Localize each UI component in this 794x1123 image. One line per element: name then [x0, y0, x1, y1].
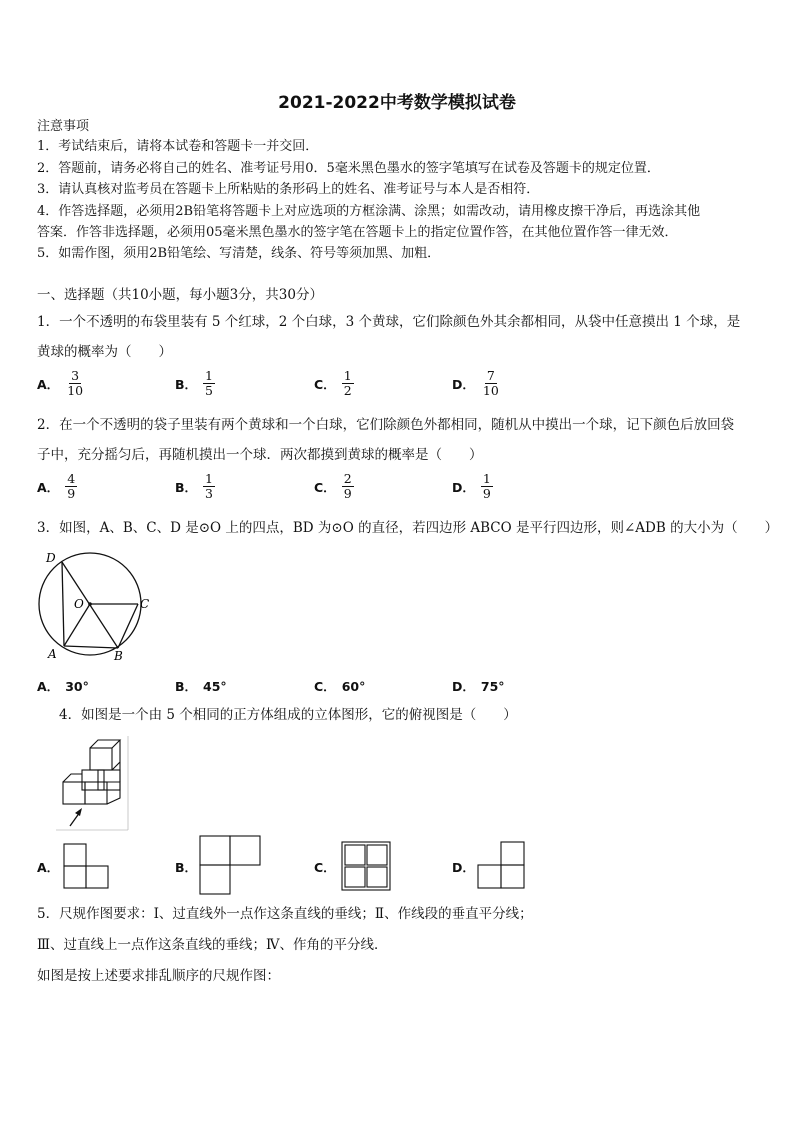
q1-option-a [37, 369, 85, 398]
label-b: B [114, 649, 123, 663]
q4-option-a-figure [62, 842, 110, 890]
q1-option-b [175, 369, 215, 398]
option-label: A． [37, 376, 60, 392]
option-text: 30° [65, 678, 89, 694]
q3-stem-line1: 3．如图，A、B、C、D 是⊙O 上的四点，BD 为⊙O 的直径，若四边形 ABCO 是平行四边形，则∠ADB 的大小为（ ） [37, 520, 779, 536]
q1-stem-line2: 黄球的概率为（ ） [37, 344, 172, 360]
option-text: 60° [341, 678, 366, 694]
fraction: $\frac{7}{10}$ [482, 368, 499, 398]
option-label: D． [452, 376, 475, 392]
notice-item: 1．考试结束后，请将本试卷和答题卡一并交回． [37, 139, 319, 154]
option-label: D． [452, 679, 475, 694]
q3-option-b [175, 677, 227, 695]
fraction: $\frac{3}{10}$ [67, 368, 84, 398]
label-c: C [140, 597, 150, 611]
option-text: 75° [480, 678, 505, 694]
notice-item: 4．作答选择题，必须用2B铅笔将答题卡上对应选项的方框涂满、涂黑；如需改动，请用橡皮擦干净后，再选涂其他 [37, 204, 701, 219]
segment-da [62, 562, 64, 646]
q1-option-c [314, 369, 354, 398]
q2-stem-line1: 2．在一个不透明的袋子里装有两个黄球和一个白球，它们除颜色外都相同，随机从中摸出一个球，记下颜色后放回袋 [37, 417, 735, 433]
cube-figure [54, 736, 130, 832]
q4-option-c-label-wrap [314, 858, 342, 876]
segment-cb [118, 604, 138, 648]
page-title: 2021-2022中考数学模拟试卷 [278, 93, 516, 113]
q3-option-d [452, 677, 505, 695]
q4-option-b-figure [198, 834, 262, 896]
section-heading: 一、选择题（共10小题，每小题3分，共30分） [37, 287, 323, 303]
q4-stem-line1: 4．如图是一个由 5 个相同的正方体组成的立体图形，它的俯视图是（ ） [59, 707, 517, 723]
q2-option-a [37, 472, 77, 501]
q1-option-d [452, 369, 501, 398]
fraction: $\frac{1}{2}$ [343, 368, 352, 398]
option-label: B． [175, 376, 198, 392]
q4-option-a-label-wrap [37, 858, 65, 876]
q4-option-c-figure [340, 840, 392, 892]
q5-stem-line3: 如图是按上述要求排乱顺序的尺规作图： [37, 968, 280, 984]
q2-option-b [175, 472, 215, 501]
fraction: $\frac{1}{9}$ [482, 471, 491, 501]
q2-option-c [314, 472, 354, 501]
center-point [88, 602, 92, 606]
circle-figure [34, 548, 156, 664]
label-a: A [48, 647, 57, 661]
fraction: $\frac{2}{9}$ [343, 471, 352, 501]
option-label: D． [452, 479, 475, 495]
option-label: A． [37, 479, 60, 495]
q3-option-a [37, 677, 89, 695]
arrow-head-icon [75, 808, 82, 816]
option-text: 45° [203, 678, 227, 694]
notice-heading: 注意事项 [37, 119, 90, 134]
option-label: B． [175, 860, 198, 875]
option-label: A． [37, 679, 60, 694]
q5-stem-line2: Ⅲ、过直线上一点作这条直线的垂线；Ⅳ、作角的平分线． [37, 937, 388, 953]
notice-item: 5．如需作图，须用2B铅笔绘、写清楚，线条、符号等须加黑、加粗． [37, 246, 441, 261]
q4-option-d-figure [475, 840, 527, 890]
notice-item: 2．答题前，请务必将自己的姓名、准考证号用0．5毫米黑色墨水的签字笔填写在试卷及答题卡的规定位置． [37, 161, 660, 176]
option-label: D． [452, 860, 475, 875]
q5-stem-line1: 5．尺规作图要求：Ⅰ、过直线外一点作这条直线的垂线；Ⅱ、作线段的垂直平分线； [37, 906, 533, 922]
option-label: C． [314, 679, 336, 694]
option-label: B． [175, 679, 198, 694]
fraction: $\frac{1}{3}$ [205, 471, 213, 501]
option-label: C． [314, 479, 336, 495]
option-label: C． [314, 860, 336, 875]
option-label: B． [175, 479, 198, 495]
notice-item: 3．请认真核对监考员在答题卡上所粘贴的条形码上的姓名、准考证号与本人是否相符． [37, 182, 540, 197]
q1-stem-line1: 1．一个不透明的布袋里装有 5 个红球，2 个白球，3 个黄球，它们除颜色外其余都相同，从袋中任意摸出 1 个球，是 [37, 314, 741, 330]
option-label: C． [314, 376, 336, 392]
segment-ab [64, 646, 118, 648]
q2-stem-line2: 子中，充分摇匀后，再随机摸出一个球．两次都摸到黄球的概率是（ ） [37, 447, 483, 463]
fraction: $\frac{4}{9}$ [67, 471, 76, 501]
label-o: O [74, 597, 84, 611]
q3-option-c [314, 677, 365, 695]
notice-item: 答案．作答非选择题，必须用05毫米黑色墨水的签字笔在答题卡上的指定位置作答，在其他位置作答一律无效． [37, 225, 678, 240]
q2-option-d [452, 472, 493, 501]
fraction: $\frac{1}{5}$ [205, 368, 213, 398]
option-label: A． [37, 860, 60, 875]
label-d: D [46, 551, 56, 565]
